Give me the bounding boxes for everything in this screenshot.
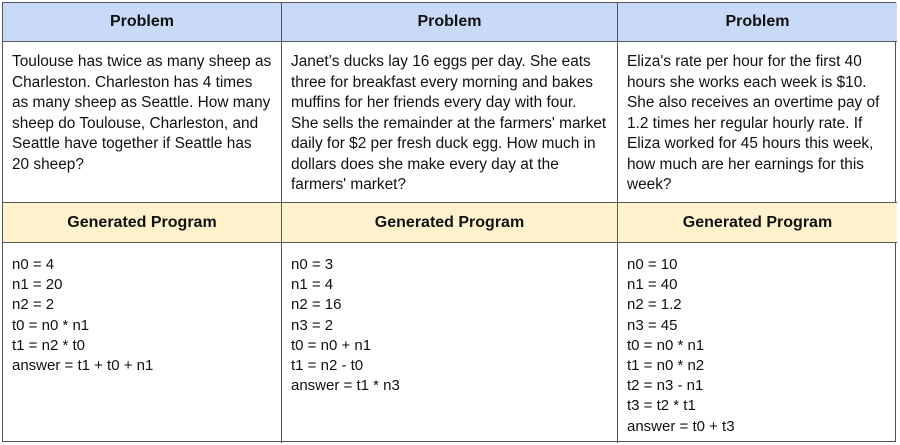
program-line: t0 = n0 * n1: [12, 316, 90, 334]
problem-text-3: Eliza's rate per hour for the first 40 hours she works each week is $10. She also receives an overtime pay of 1.2 times her regular hourly rate. If Eliza worked for 45 hours this week, how much are her earnings for this week?: [618, 42, 897, 203]
problem-text-1: Toulouse has twice as many sheep as Charleston. Charleston has 4 times as many sheep as Seattle. How many sheep do Toulouse, Charleston, and Seattle have together if Seattle has 20 sheep?: [3, 42, 282, 203]
program-line: n3 = 45: [627, 316, 678, 334]
program-line: t1 = n2 - t0: [291, 357, 364, 375]
program-line: n0 = 3: [291, 256, 334, 273]
program-line: n1 = 20: [12, 276, 63, 294]
program-lines-2: [282, 243, 617, 396]
program-line: n2 = 16: [291, 296, 342, 314]
program-cell-1: [3, 243, 282, 443]
program-cell-3: [618, 243, 897, 443]
program-line: t1 = n2 * t0: [12, 336, 85, 354]
program-line: t1 = n0 * n2: [627, 357, 705, 375]
program-cell-2: [282, 243, 618, 443]
program-header-2: Generated Program: [282, 203, 618, 243]
program-line: n1 = 4: [291, 276, 334, 294]
program-line: n0 = 10: [627, 256, 678, 273]
problem-header-1: Problem: [3, 3, 282, 42]
program-line: n2 = 1.2: [627, 296, 682, 314]
problem-program-table: [2, 2, 896, 442]
program-line: n3 = 2: [291, 316, 334, 334]
program-line: t3 = t2 * t1: [627, 397, 696, 415]
problem-header-2: Problem: [282, 3, 618, 42]
program-line: answer = t0 + t3: [627, 417, 735, 435]
program-line: n1 = 40: [627, 276, 678, 294]
program-header-1: Generated Program: [3, 203, 282, 243]
problem-header-3: Problem: [618, 3, 897, 42]
program-line: answer = t1 + t0 + n1: [12, 357, 154, 375]
program-line: t0 = n0 + n1: [291, 336, 372, 354]
program-lines-3: [618, 243, 897, 437]
program-line: n2 = 2: [12, 296, 55, 314]
program-line: t2 = n3 - n1: [627, 377, 704, 395]
program-line: answer = t1 * n3: [291, 377, 400, 395]
program-header-3: Generated Program: [618, 203, 897, 243]
program-line: n0 = 4: [12, 256, 55, 273]
program-lines-1: [3, 243, 281, 376]
problem-text-2: Janet’s ducks lay 16 eggs per day. She eats three for breakfast every morning and bakes muffins for her friends every day with four. She sells the remainder at the farmers' market daily for $2 per fresh duck egg. How much in dollars does she make every day at the farmers' market?: [282, 42, 618, 203]
program-line: t0 = n0 * n1: [627, 336, 705, 354]
